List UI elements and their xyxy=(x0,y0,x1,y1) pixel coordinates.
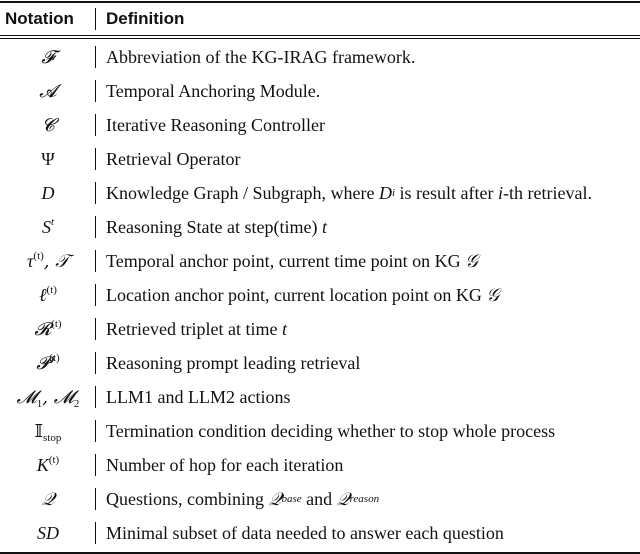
notation-symbol: Ψ xyxy=(41,148,55,169)
table-row xyxy=(0,244,640,278)
bottom-rule xyxy=(0,552,640,554)
table-row xyxy=(0,210,640,244)
notation-symbol: D xyxy=(41,182,55,203)
definition-text: Number of hop for each iteration xyxy=(106,454,344,475)
table-row xyxy=(0,142,640,176)
notation-symbol: 𝓡$^{(t)}$ xyxy=(34,317,62,340)
table-row xyxy=(0,40,640,74)
header-row xyxy=(0,2,640,36)
definition-text: Questions, combining 𝒬 base and 𝒬 reason xyxy=(106,488,380,510)
table-row xyxy=(0,312,640,346)
notation-symbol: 𝓐 xyxy=(39,80,57,102)
table-row xyxy=(0,176,640,210)
table-row xyxy=(0,278,640,312)
definition-text: LLM1 and LLM2 actions xyxy=(106,386,291,407)
table-row xyxy=(0,414,640,448)
notation-symbol: 𝒬 xyxy=(41,488,55,510)
definition-text: Retrieval Operator xyxy=(106,148,241,169)
definition-text: Retrieved triplet at time t xyxy=(106,318,287,339)
table-row xyxy=(0,448,640,482)
table-row xyxy=(0,380,640,414)
definition-text: Knowledge Graph / Subgraph, where D i is result after i -th retrieval. xyxy=(106,182,592,203)
definition-text: Reasoning prompt leading retrieval xyxy=(106,352,361,373)
header-notation: Notation xyxy=(5,9,74,28)
notation-symbol: ℓ$^{(t)}$ xyxy=(39,283,57,305)
table-row xyxy=(0,74,640,108)
table-row xyxy=(0,482,640,516)
notation-symbol: $\tau^{(t)}$, 𝒯 xyxy=(26,249,70,272)
notation-symbol: 𝓜$_1$, 𝓜$_2$ xyxy=(16,386,80,410)
header-definition: Definition xyxy=(106,9,185,28)
definition-text: Reasoning State at step(time) t xyxy=(106,216,327,237)
header-double-rule-2 xyxy=(0,38,640,39)
definition-text: Temporal anchor point, current time point on KG 𝒢 xyxy=(106,250,478,272)
table-row xyxy=(0,108,640,142)
definition-text: Iterative Reasoning Controller xyxy=(106,114,325,135)
notation-symbol: $S^t$ xyxy=(41,215,55,237)
notation-symbol: 𝓕 xyxy=(41,46,55,68)
notation-symbol: SD xyxy=(37,522,59,543)
notation-symbol: 𝓟$^{(t)}$ xyxy=(36,351,60,374)
notation-symbol: $K^{(t)}$ xyxy=(36,453,60,475)
definition-text: Temporal Anchoring Module. xyxy=(106,80,321,101)
definition-text: Location anchor point, current location point on KG 𝒢 xyxy=(106,284,500,306)
table-row xyxy=(0,516,640,550)
notation-symbol: 𝓒 xyxy=(41,114,55,136)
table-row xyxy=(0,346,640,380)
definition-text: Abbreviation of the KG-IRAG framework. xyxy=(106,46,416,67)
definition-text: Minimal subset of data needed to answer each question xyxy=(106,522,504,543)
definition-text: Termination condition deciding whether to stop whole process xyxy=(106,420,556,441)
notation-symbol: 𝕀$_{stop}$ xyxy=(34,420,62,444)
